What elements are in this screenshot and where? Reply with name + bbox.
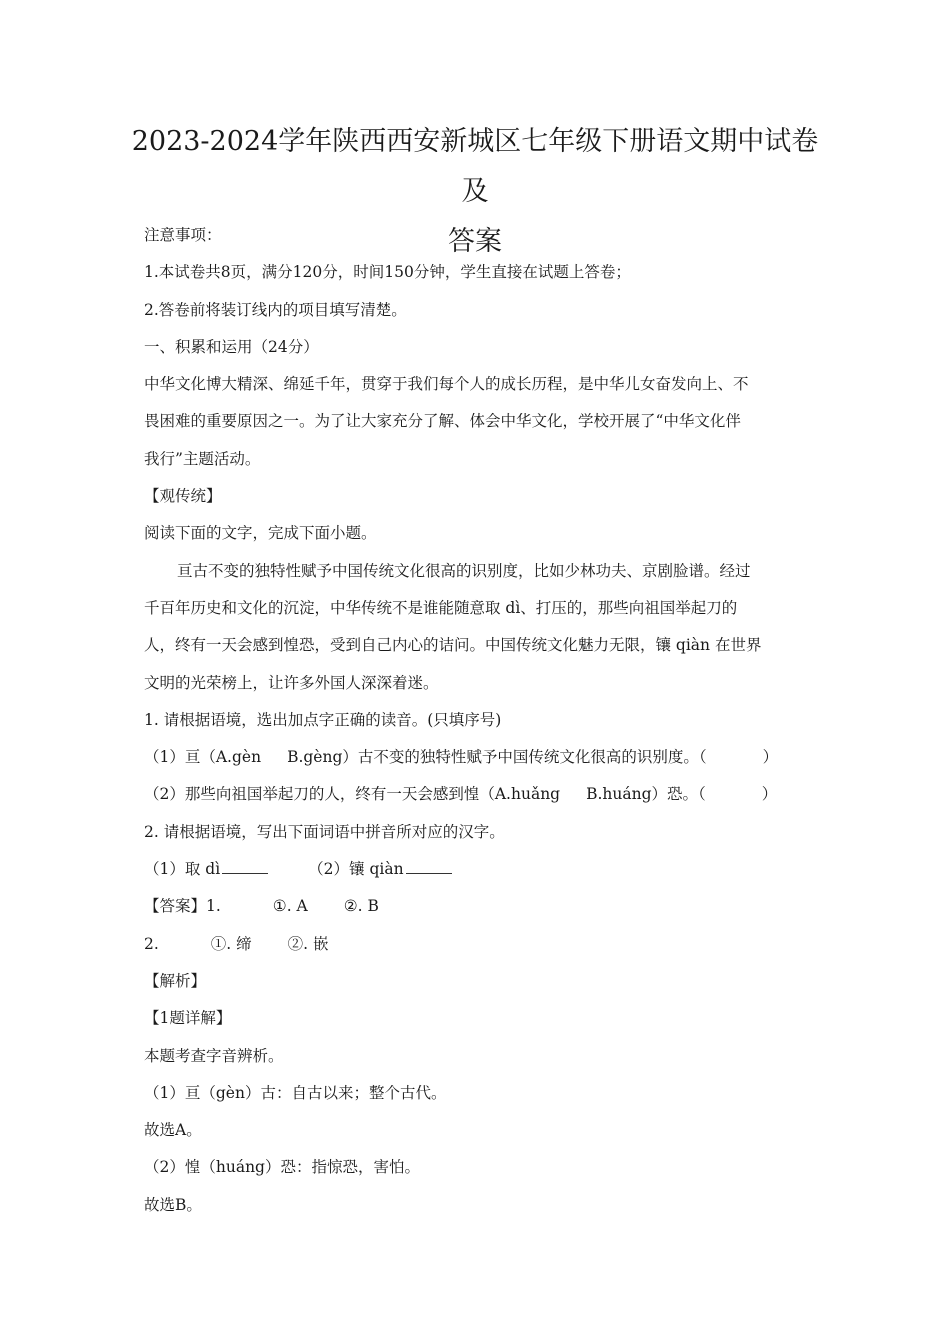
passage-line-1: 亘古不变的独特性赋予中国传统文化很高的识别度，比如少林功夫、京剧脸谱。经过 [177, 561, 751, 580]
analysis-topic: 本题考查字音辨析。 [144, 1046, 284, 1065]
instruction: 阅读下面的文字，完成下面小题。 [144, 524, 377, 543]
title-line-2: 答案 [448, 226, 502, 257]
answer-1-2: ②. B [343, 897, 379, 916]
passage-line-2: 千百年历史和文化的沉淀，中华传统不是谁能随意取 dì、打压的，那些向祖国举起刀的 [144, 598, 738, 617]
title-line-1: 2023-2024学年陕西西安新城区七年级下册语文期中试卷及 [131, 126, 819, 207]
answer-2-number: 2. [144, 934, 159, 953]
q1-part2-prefix: （2）那些向祖国举起刀的人，终有一天会感到惶（A.huǎng [144, 785, 561, 804]
intro-line-3: 我行”主题活动。 [144, 449, 261, 468]
notes-item-1: 1.本试卷共8页，满分120分，时间150分钟，学生直接在试题上答卷； [144, 263, 631, 282]
q2-answer-blank-2[interactable] [406, 859, 452, 874]
q2-item-1: （1）取 dì [144, 860, 221, 879]
analysis-choice-2: 故选B。 [144, 1195, 202, 1214]
intro-line-2: 畏困难的重要原因之一。为了让大家充分了解、体会中华文化，学校开展了“中华文化伴 [144, 412, 741, 431]
notes-heading: 注意事项： [144, 226, 222, 244]
question-2-stem: 2. 请根据语境，写出下面词语中拼音所对应的汉字。 [144, 822, 505, 841]
question-1-part-1 [144, 744, 816, 781]
question-2-items [144, 856, 816, 893]
analysis-point-2: （2）惶（huáng）恐：指惊恐，害怕。 [144, 1158, 420, 1177]
analysis-point-1: （1）亘（gèn）古：自古以来；整个古代。 [144, 1083, 447, 1102]
q1-part2-option-b: B.huáng）恐。（ [586, 785, 706, 804]
q2-item-2: （2）镶 qiàn [308, 860, 404, 879]
answer-line-1 [144, 893, 816, 930]
section-heading: 一、积累和运用（24分） [144, 337, 319, 356]
answer-label: 【答案】1. [144, 897, 221, 916]
question-1-stem: 1. 请根据语境，选出加点字正确的读音。(只填序号) [144, 710, 502, 729]
q2-answer-blank-1[interactable] [222, 859, 268, 874]
sub-heading: 【观传统】 [144, 487, 222, 506]
q1-part1-option-b: B.gèng）古不变的独特性赋予中国传统文化很高的识别度。（ [287, 748, 707, 767]
answer-line-2 [144, 931, 816, 968]
passage-line-4: 文明的光荣榜上，让许多外国人深深着迷。 [144, 673, 439, 692]
question-1-part-2 [144, 781, 816, 818]
q1-part2-close: ） [761, 785, 778, 804]
passage-line-3: 人，终有一天会感到惶恐，受到自己内心的诘问。中国传统文化魅力无限，镶 qiàn 在世界 [144, 636, 762, 655]
document-body [144, 222, 816, 1229]
analysis-choice-1: 故选A。 [144, 1121, 202, 1140]
q1-part1-close: ） [762, 748, 779, 767]
answer-1-1: ①. A [272, 897, 308, 916]
intro-line-1: 中华文化博大精深、绵延千年，贯穿于我们每个人的成长历程，是中华儿女奋发向上、不 [144, 375, 749, 394]
answer-2-2: ②. 嵌 [287, 934, 329, 953]
analysis-detail-label: 【1题详解】 [144, 1009, 232, 1028]
q1-part1-prefix: （1）亘（A.gèn [144, 748, 262, 767]
notes-item-2: 2.答卷前将装订线内的项目填写清楚。 [144, 300, 407, 319]
answer-2-1: ①. 缔 [210, 934, 252, 953]
analysis-label: 【解析】 [144, 971, 207, 990]
